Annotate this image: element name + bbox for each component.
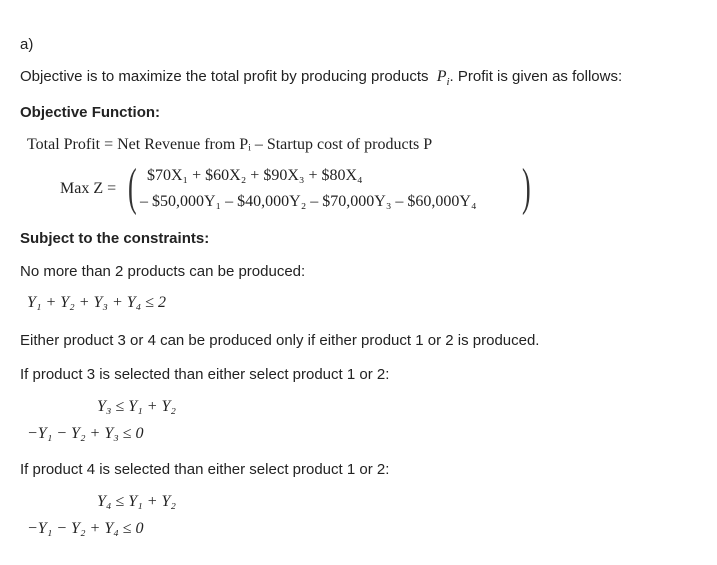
part-label: a) (20, 36, 34, 53)
constraint-2-text: Either product 3 or 4 can be produced only if either product 1 or 2 is produced. (20, 332, 540, 349)
objective-heading: Objective Function: (20, 104, 161, 121)
max-z-line-1: $70X₁ + $60X₂ + $90X₃ + $80X₄ (147, 167, 363, 184)
right-paren: ) (522, 159, 531, 216)
constraint-3-math-1: Y₃ ≤ Y₁ + Y₂ (97, 398, 176, 415)
constraint-1-text: No more than 2 products can be produced: (20, 263, 306, 280)
max-z-line-2: – $50,000Y₁ – $40,000Y₂ – $70,000Y₃ – $60,000Y₄ (140, 193, 477, 210)
left-paren: ( (128, 159, 137, 216)
constraint-3-text: If product 3 is selected than either select product 1 or 2: (20, 366, 390, 383)
intro-text: Objective is to maximize the total profit by producing products (20, 68, 429, 85)
constraints-heading: Subject to the constraints: (20, 230, 210, 247)
constraint-1-math: Y₁ + Y₂ + Y₃ + Y₄ ≤ 2 (27, 294, 167, 311)
intro-suffix: . Profit is given as follows: (449, 68, 623, 85)
constraint-4-math-1: Y₄ ≤ Y₁ + Y₂ (97, 493, 176, 510)
constraint-4-math-2: −Y₁ − Y₂ + Y₄ ≤ 0 (27, 520, 144, 537)
constraint-4-text: If product 4 is selected than either select product 1 or 2: (20, 461, 390, 478)
intro-paragraph (20, 68, 622, 88)
total-profit-equation: Total Profit = Net Revenue from Pᵢ – Startup cost of products P (27, 136, 433, 153)
max-z-label: Max Z = (60, 180, 117, 197)
constraint-3-math-2: −Y₁ − Y₂ + Y₃ ≤ 0 (27, 425, 144, 442)
intro-var: $P_i$ (436, 68, 450, 89)
